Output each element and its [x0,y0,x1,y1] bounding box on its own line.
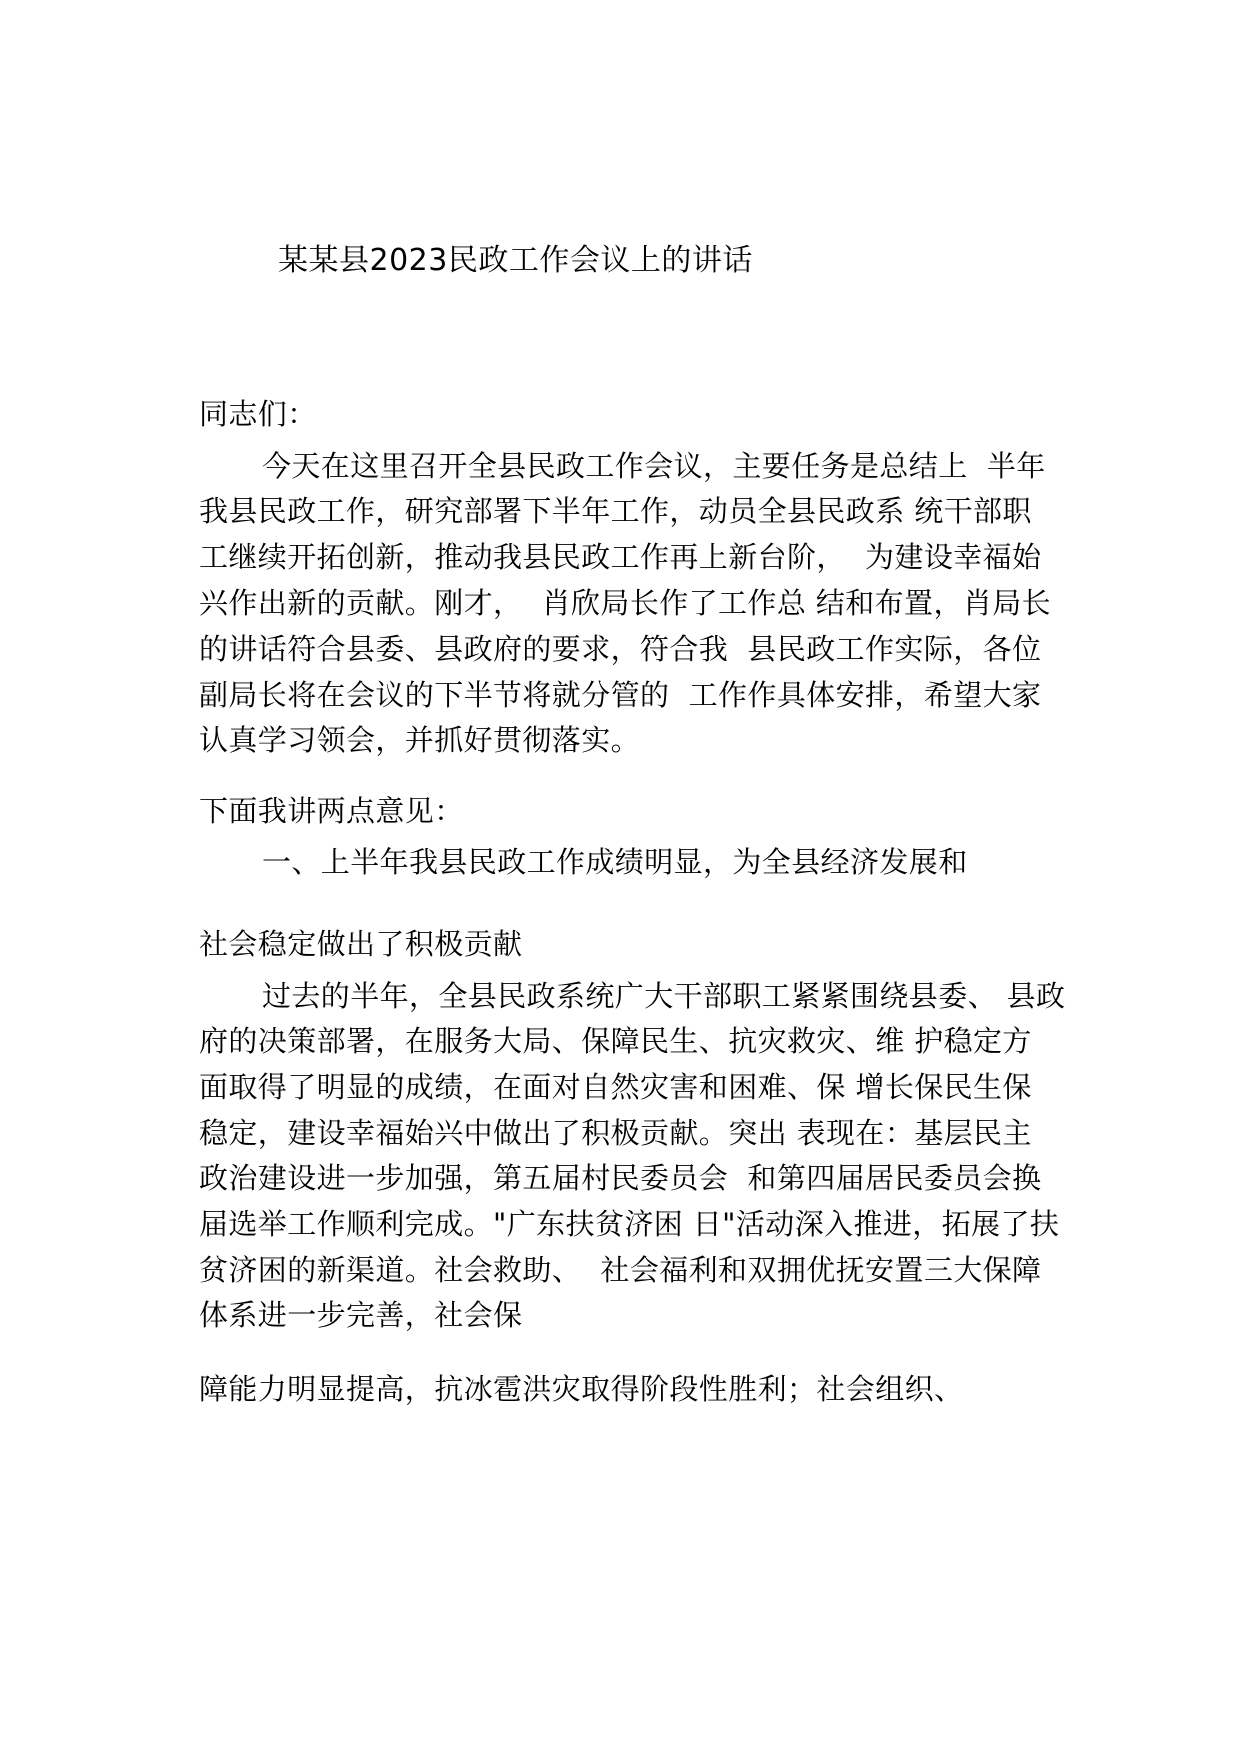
salutation: 同志们： [199,397,317,431]
paragraph-2-line-8: 体系进一步完善，社会保 [199,1298,523,1332]
intro-line: 下面我讲两点意见： [199,794,464,828]
paragraph-2-line-3: 面取得了明显的成绩，在面对自然灾害和困难、保 增长保民生保 [199,1070,1032,1104]
document-title: 某某县2023民政工作会议上的讲话 [278,243,753,278]
paragraph-2-line-1: 过去的半年，全县民政系统广大干部职工紧紧围绕县委、 县政 [262,979,1066,1013]
paragraph-3-line-1: 障能力明显提高，抗冰雹洪灾取得阶段性胜利；社会组织、 [199,1372,964,1406]
paragraph-1-line-3: 工继续开拓创新，推动我县民政工作再上新台阶， 为建设幸福始 [199,540,1042,574]
paragraph-2-line-6: 届选举工作顺利完成。"广东扶贫济困 日"活动深入推进，拓展了扶 [199,1207,1060,1241]
paragraph-1-line-1: 今天在这里召开全县民政工作会议，主要任务是总结上 半年 [262,449,1046,483]
paragraph-2-line-5: 政治建设进一步加强，第五届村民委员会 和第四届居民委员会换 [199,1161,1042,1195]
paragraph-1-line-6: 副局长将在会议的下半节将就分管的 工作作具体安排，希望大家 [199,678,1042,712]
paragraph-2-line-2: 府的决策部署，在服务大局、保障民生、抗灾救灾、维 护稳定方 [199,1024,1032,1058]
paragraph-2-line-4: 稳定，建设幸福始兴中做出了积极贡献。突出 表现在：基层民主 [199,1116,1032,1150]
paragraph-1-line-7: 认真学习领会，并抓好贯彻落实。 [199,723,641,757]
paragraph-2-line-7: 贫济困的新渠道。社会救助、 社会福利和双拥优抚安置三大保障 [199,1253,1042,1287]
paragraph-1-line-4: 兴作出新的贡献。刚才， 肖欣局长作了工作总 结和布置，肖局长 [199,586,1052,620]
section-heading-1-line-1: 一、上半年我县民政工作成绩明显，为全县经济发展和 [262,845,968,879]
paragraph-1-line-5: 的讲话符合县委、县政府的要求，符合我 县民政工作实际，各位 [199,632,1042,666]
section-heading-1-line-2: 社会稳定做出了积极贡献 [199,927,523,961]
paragraph-1-line-2: 我县民政工作，研究部署下半年工作，动员全县民政系 统干部职 [199,494,1032,528]
